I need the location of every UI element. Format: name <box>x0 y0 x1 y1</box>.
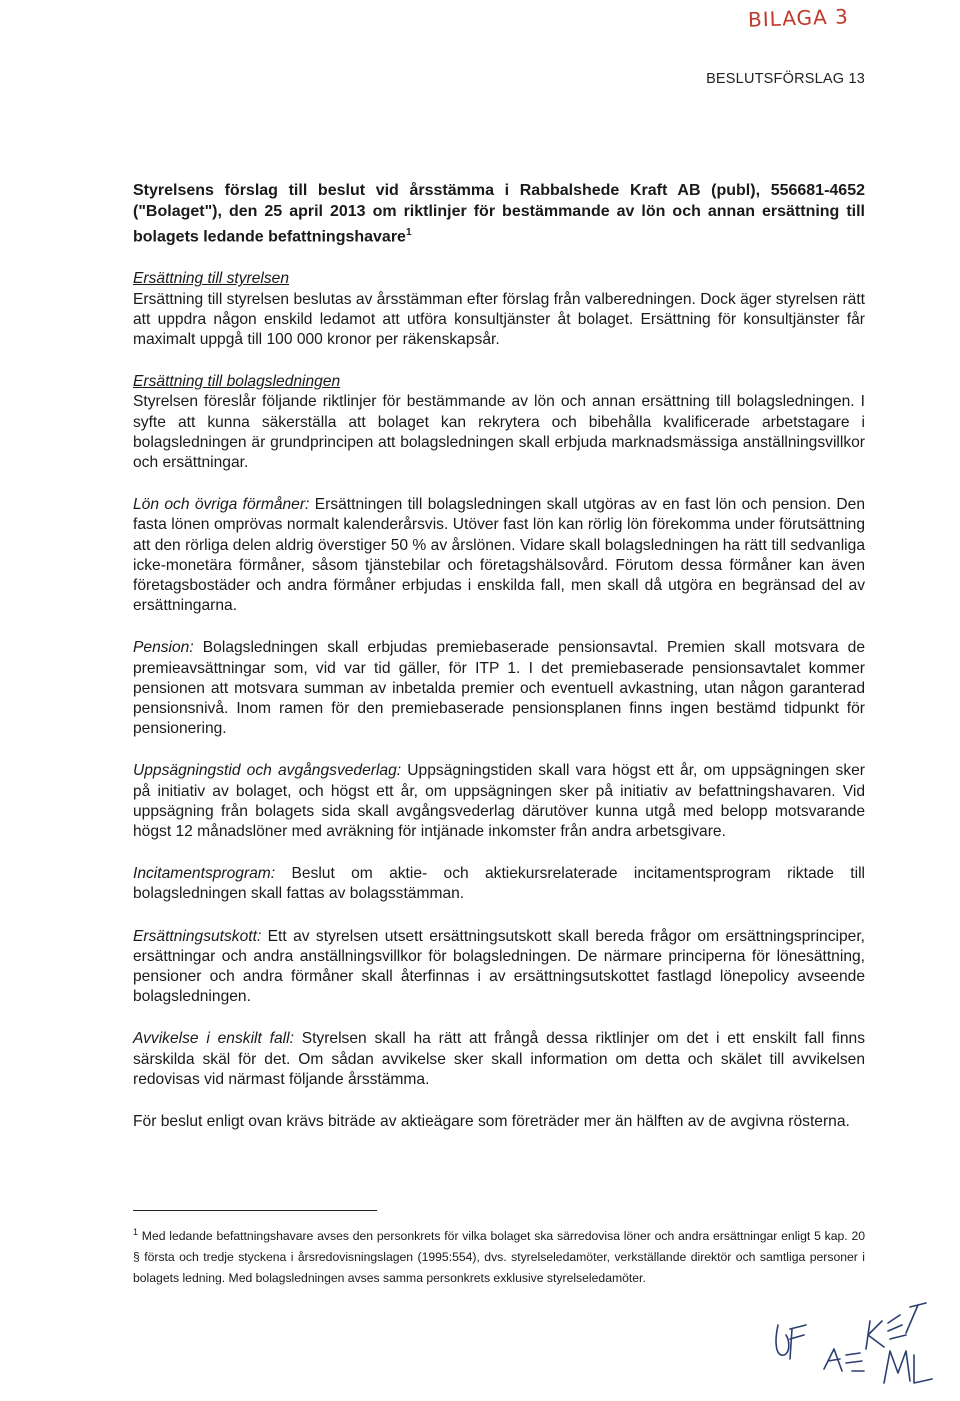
committee-label: Ersättningsutskott: <box>133 927 262 945</box>
notice-text: Uppsägningstiden skall vara högst ett år, om uppsägningen sker på initiativ av bolaget, och högst ett år, om uppsägningen sker på initiativ av befattningshavaren. Vid uppsägning från bolagets sida skall avgångsvederlag därutöver kunna utgå med belopp motsvarande högst 12 månadslöner med avräkning för intjänade inkomster från andra arbetsgivare. <box>133 762 865 840</box>
section-heading-board: Ersättning till styrelsen <box>133 270 289 288</box>
pension-label: Pension: <box>133 639 194 657</box>
committee-text: Ett av styrelsen utsett ersättningsutskott skall bereda frågor om ersättningsprinciper, ersättningar och andra anställningsvillkor för bolagsledningen. De närmare principerna för lönesättning, pensioner och andra förmåner skall återfinnas i av ersättningsutskottet fastlagd lönepolicy avseende bolagsledningen. <box>133 927 865 1006</box>
signature-initials <box>760 1285 940 1395</box>
signature-ke <box>866 1303 926 1349</box>
document-title <box>133 180 865 247</box>
document-body <box>133 180 865 1132</box>
paragraph-pension <box>133 638 865 739</box>
incentive-text: Beslut om aktie- och aktiekursrelaterade incitamentsprogram riktade till bolagsledningen skall fattas av bolagsstämman. <box>133 865 865 903</box>
footnote <box>133 1222 865 1289</box>
notice-label: Uppsägningstid och avgångsvederlag: <box>133 762 402 780</box>
paragraph-management: Styrelsen föreslår följande riktlinjer för bestämmande av lön och annan ersättning till bolagsledningen. I syfte att kunna säkerställa att bolaget kan rekrytera och bibehålla kvalificerade arbetstagare i bolagsledningen är grundprincipen att bolagsledningen skall erbjuda marknadsmässiga anställningsvillkor och ersättningar. <box>133 393 865 471</box>
section-heading-management: Ersättning till bolagsledningen <box>133 373 341 391</box>
proposal-number: BESLUTSFÖRSLAG 13 <box>706 71 865 87</box>
paragraph-notice <box>133 761 865 842</box>
signature-jf <box>776 1325 806 1359</box>
paragraph-deviation <box>133 1029 865 1090</box>
deviation-text: Styrelsen skall ha rätt att frångå dessa riktlinjer om det i ett enskilt fall finns särskilda skäl för det. Om sådan avvikelse sker skall information om detta och skälet till avvikelsen redovisas vid närmast följande årsstämma. <box>133 1030 866 1088</box>
incentive-label: Incitamentsprogram: <box>133 865 276 883</box>
handwritten-annex-note: BILAGA 3 <box>747 4 850 32</box>
paragraph-board: Ersättning till styrelsen beslutas av årsstämman efter förslag från valberedningen. Dock äger styrelsen rätt att uppdra någon enskild ledamot att utföra konsultjänster åt bolaget. Ersättning för konsultjänster får maximalt uppgå till 100 000 kronor per räkenskapsår. <box>133 290 865 348</box>
paragraph-majority: För beslut enligt ovan krävs biträde av aktieägare som företräder mer än hälften av de avgivna rösterna. <box>133 1113 850 1131</box>
paragraph-salary <box>133 495 865 616</box>
paragraph-committee <box>133 927 865 1008</box>
paragraph-incentive <box>133 864 865 904</box>
title-footnote-ref: 1 <box>405 227 412 238</box>
signature-ae <box>824 1349 864 1371</box>
footnote-text: Med ledande befattningshavare avses den personkrets för vilka bolaget ska särredovisa löner och andra ersättningar enligt 5 kap. 20 § första och tredje styckena i årsredovisningslagen (1995:554), dvs. styrelseledamöter, verkställande direktör och samtliga personer i bolagets ledning. Med bolagsledningen avses samma personkrets exklusive styrelseledamöter. <box>133 1229 865 1286</box>
signature-ml <box>884 1351 932 1383</box>
salary-text: Ersättningen till bolagsledningen skall utgöras av en fast lön och pension. Den fasta lönen omprövas normalt kalenderårsvis. Utöver fast lön kan rörlig lön förekomma under förutsättning att den rörliga delen aldrig överstiger 50 % av årslönen. Vidare skall bolagsledningen ha rätt till sedvanliga icke-monetära förmåner, såsom tjänstebilar och företagshälsovård. Förutom dessa förmåner kan även företagsbostäder och andra förmåner erbjudas i enskilda fall, men skall då utgöra en begränsad del av ersättningarna. <box>133 496 866 615</box>
deviation-label: Avvikelse i enskilt fall: <box>133 1030 294 1048</box>
salary-label: Lön och övriga förmåner: <box>133 496 310 514</box>
footnote-marker: 1 <box>133 1227 139 1237</box>
document-title-text: Styrelsens förslag till beslut vid årsstämma i Rabbalshede Kraft AB (publ), 556681-4652 ("Bolaget"), den 25 april 2013 om riktlinjer för bestämmande av lön och annan ersättning till bolagets ledande befattningshavare <box>133 182 865 246</box>
footnote-divider <box>133 1210 377 1211</box>
pension-text: Bolagsledningen skall erbjudas premiebaserade pensionsavtal. Premien skall motsvara de premieavsättningar som, vid var tid gäller, för ITP 1. I det premiebaserade pensionsavtalet kommer pensionen att motsvara summan av inbetalda premier och eventuell avkastning, utan någon garanterad pensionsnivå. Inom ramen för den premiebaserade pensionsplanen finns ingen bestämd tidpunkt för pensionering. <box>133 639 865 738</box>
